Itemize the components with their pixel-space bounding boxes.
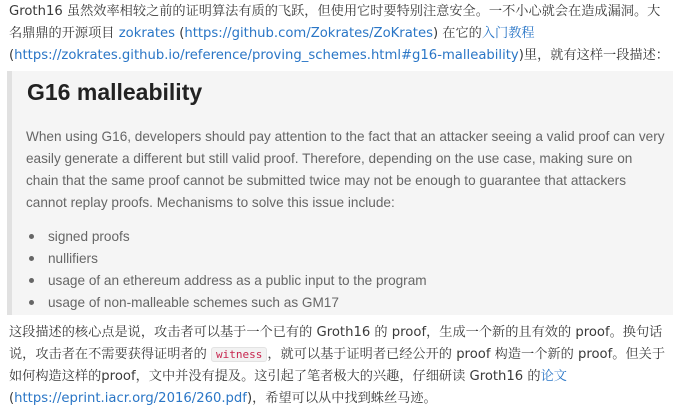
list-item: [26, 292, 646, 314]
quote-block: [7, 71, 673, 315]
intro-text: (: [9, 48, 15, 63]
eprint-link[interactable]: https://eprint.iacr.org/2016/260.pdf: [14, 391, 247, 406]
outro-text: (: [9, 391, 15, 406]
intro-text: ) 在它的: [432, 26, 482, 41]
paper-link[interactable]: 论文: [540, 369, 567, 384]
github-link[interactable]: https://github.com/Zokrates/ZoKrates: [184, 26, 433, 41]
quote-body: When using G16, developers should pay attention to the fact that an attacker seeing a valid proof can very easily generate a different but still valid proof. Therefore, depending on the use case, making sure on chain that the same proof cannot be submitted twice may not be enough to guarantee that attackers cannot replay proofs. Mechanisms to solve this issue include:: [26, 129, 665, 210]
bullet-icon: [29, 234, 34, 239]
tutorial-link[interactable]: 入门教程: [481, 26, 535, 41]
intro-text: )里，就有这样一段描述：: [518, 48, 669, 63]
mitigation-list: [26, 226, 646, 314]
outro-text: ，就可以基于证明者已经公开的 proof 构造一个新的 proof。但关于如何构造这样的proof，文中并没有提及。这引起了笔者极大的兴趣，仔细研读 Groth16 的: [9, 347, 666, 384]
outro-text: 这段描述的核心点是说，攻击者可以基于一个已有的 Groth16 的 proof，生成一个新的且有效的 proof。换句话说，攻击者在不需要获得证明者的: [9, 325, 663, 362]
outro-text: )，希望可以从中找到蛛丝马迹。: [246, 391, 437, 406]
list-item-text: signed proofs: [48, 229, 130, 244]
list-item: [26, 248, 646, 270]
witness-code: witness: [211, 347, 267, 362]
zokrates-link[interactable]: zokrates: [118, 26, 175, 41]
docs-link[interactable]: https://zokrates.github.io/reference/proving_schemes.html#g16-malleability: [14, 48, 519, 63]
intro-text: Groth16 虽然效率相较之前的证明算法有质的飞跃，但使用它时要特别注意安全。一不小心就会在造成漏洞。大名鼎鼎的开源项目: [9, 4, 661, 41]
intro-text: (: [175, 26, 185, 41]
list-item: [26, 270, 646, 292]
list-item-text: usage of non-malleable schemes such as GM17: [48, 295, 339, 310]
intro-paragraph: [9, 1, 671, 67]
bullet-icon: [29, 278, 34, 283]
bullet-icon: [29, 256, 34, 261]
bullet-icon: [29, 300, 34, 305]
list-item-text: usage of an ethereum address as a public input to the program: [48, 273, 427, 288]
outro-paragraph: [9, 322, 671, 410]
list-item: [26, 226, 646, 248]
list-item-text: nullifiers: [48, 251, 98, 266]
quote-heading: G16 malleability: [27, 79, 203, 105]
